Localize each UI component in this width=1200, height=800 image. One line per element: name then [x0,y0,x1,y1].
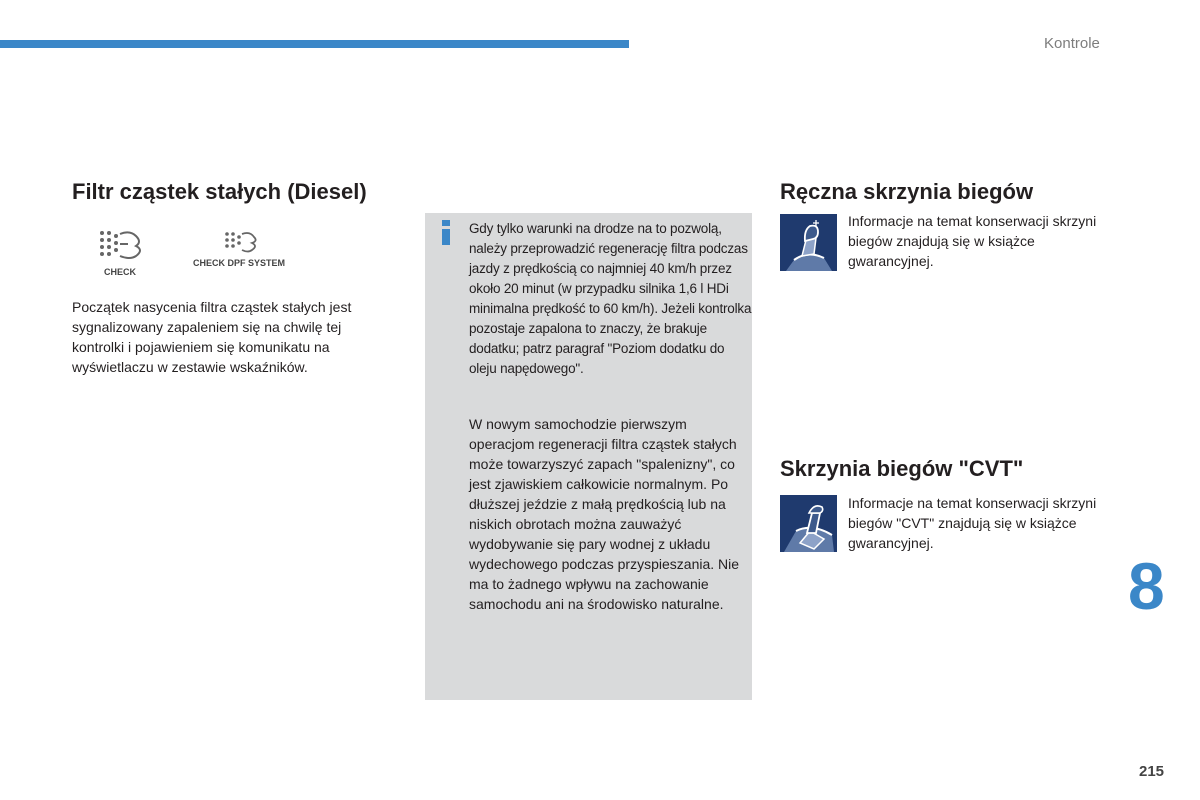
page-number: 215 [1139,763,1165,780]
filter-description: Początek nasycenia filtra cząstek stałych jest sygnalizowany zapaleniem się na chwilę tej kontrolki i pojawieniem się komunikatu na wyświetlaczu w zestawie wskaźników. [72,299,352,375]
check-dpf-caption: CHECK DPF SYSTEM [193,258,286,268]
cvt-gearbox-description: Informacje na temat konserwacji skrzyni biegów "CVT" znajdują się w książce gwarancyjnej. [848,495,1097,551]
check-caption: CHECK [104,267,137,277]
info-icon [441,220,451,246]
manual-gearbox-heading: Ręczna skrzynia biegów [780,179,1034,204]
top-accent-bar [0,40,629,48]
info-paragraph-regeneration: Gdy tylko warunki na drodze na to pozwolą, należy przeprowadzić regenerację filtra podczas jazdy z prędkością co najmniej 40 km/h przez około 20 minut (w przypadku silnika 1,6 l HDi minimalna prędkość to 60 km/h). Jeżeli kontrolka pozostaje zapalona to znaczy, że brakuje dodatku; patrz paragraf "Poziom dodatku do oleju napędowego". [469,221,752,376]
manual-gear-lever-icon [780,214,837,271]
chapter-number: 8 [1128,549,1165,623]
cvt-gear-selector-icon [780,495,837,552]
section-header-label: Kontrole [1044,35,1100,52]
info-paragraph-new-vehicle: W nowym samochodzie pierwszym operacjom regeneracji filtra cząstek stałych może towarzyszyć zapach "spalenizny", co jest zjawiskiem całkowicie normalnym. Po dłuższej jeździe z małą prędkością lub na niskich obrotach można zauważyć wydobywanie się pary wodnej z układu wydechowego podczas przyspieszania. Nie ma to żadnego wpływu na zachowanie samochodu ani na środowisko naturalne. [469,416,740,612]
manual-gearbox-description: Informacje na temat konserwacji skrzyni biegów znajdują się w książce gwarancyjnej. [848,213,1097,269]
filter-heading: Filtr cząstek stałych (Diesel) [72,179,367,204]
cvt-gearbox-heading: Skrzynia biegów "CVT" [780,456,1024,481]
